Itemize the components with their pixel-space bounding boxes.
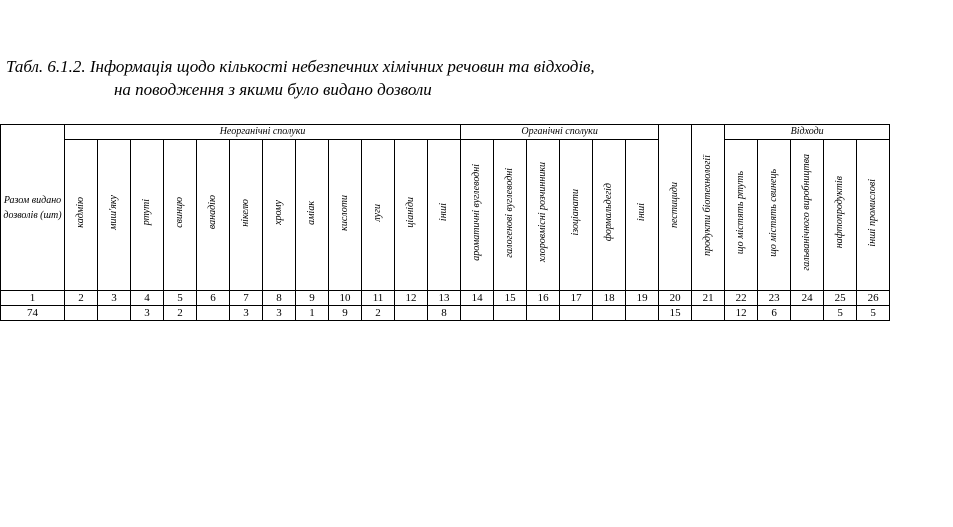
value-cell	[692, 306, 725, 321]
col-header: інші промислові	[857, 140, 890, 291]
col-header: нікелю	[230, 140, 263, 291]
value-cell: 3	[131, 306, 164, 321]
col-header: ртуті	[131, 140, 164, 291]
col-header: інші	[626, 140, 659, 291]
col-header: кадмію	[65, 140, 98, 291]
value-cell: 5	[857, 306, 890, 321]
value-cell: 3	[263, 306, 296, 321]
col-number: 19	[626, 291, 659, 306]
value-cell	[593, 306, 626, 321]
value-cell	[98, 306, 131, 321]
col-number: 4	[131, 291, 164, 306]
value-cell: 6	[758, 306, 791, 321]
value-cell: 1	[296, 306, 329, 321]
values-row	[1, 306, 890, 321]
col-header: кислоти	[329, 140, 362, 291]
col-number: 10	[329, 291, 362, 306]
col-number: 26	[857, 291, 890, 306]
col-header: хрому	[263, 140, 296, 291]
permits-table	[0, 124, 890, 321]
col-number: 24	[791, 291, 824, 306]
value-cell	[494, 306, 527, 321]
value-cell	[626, 306, 659, 321]
col-header: інші	[428, 140, 461, 291]
value-cell: 9	[329, 306, 362, 321]
col-number: 15	[494, 291, 527, 306]
value-cell: 15	[659, 306, 692, 321]
value-cell	[791, 306, 824, 321]
col-number: 20	[659, 291, 692, 306]
col-number: 9	[296, 291, 329, 306]
col-header: луги	[362, 140, 395, 291]
col-header: ціаніди	[395, 140, 428, 291]
col-number: 7	[230, 291, 263, 306]
value-cell: 74	[1, 306, 65, 321]
header-waste: Відходи	[725, 125, 890, 140]
header-pesticides: пестициди	[659, 125, 692, 291]
col-number: 3	[98, 291, 131, 306]
value-cell	[461, 306, 494, 321]
col-number: 6	[197, 291, 230, 306]
col-number: 8	[263, 291, 296, 306]
col-number: 1	[1, 291, 65, 306]
col-header: ванадію	[197, 140, 230, 291]
col-number: 25	[824, 291, 857, 306]
col-number: 5	[164, 291, 197, 306]
value-cell: 2	[164, 306, 197, 321]
col-number: 18	[593, 291, 626, 306]
col-number: 14	[461, 291, 494, 306]
col-header: нафтопродуктів	[824, 140, 857, 291]
table-title-line-1: Табл. 6.1.2. Інформація щодо кількості небезпечних хімічних речовин та відходів,	[6, 57, 595, 76]
col-header: миш'яку	[98, 140, 131, 291]
col-header: ароматичні вуглеводні	[461, 140, 494, 291]
column-header-row	[1, 140, 890, 291]
col-number: 12	[395, 291, 428, 306]
value-cell	[395, 306, 428, 321]
column-number-row	[1, 291, 890, 306]
col-header: хлоровмісні розчинники	[527, 140, 560, 291]
header-organic: Органічні сполуки	[461, 125, 659, 140]
col-header: галогенові вуглеводні	[494, 140, 527, 291]
col-number: 2	[65, 291, 98, 306]
value-cell: 8	[428, 306, 461, 321]
table-title	[6, 55, 595, 101]
value-cell: 12	[725, 306, 758, 321]
value-cell: 5	[824, 306, 857, 321]
group-header-row	[1, 125, 890, 140]
value-cell: 3	[230, 306, 263, 321]
col-number: 17	[560, 291, 593, 306]
header-razom: Разом видано дозволів (шт)	[1, 125, 65, 291]
value-cell	[197, 306, 230, 321]
value-cell	[527, 306, 560, 321]
col-number: 16	[527, 291, 560, 306]
col-header: гальванічного виробництва	[791, 140, 824, 291]
value-cell: 2	[362, 306, 395, 321]
col-header: свинцю	[164, 140, 197, 291]
table-title-line-2: на поводження з якими було видано дозволи	[114, 80, 432, 99]
header-inorganic: Неорганічні сполуки	[65, 125, 461, 140]
col-header: ізоціанати	[560, 140, 593, 291]
header-biotech: продукти біотехнології	[692, 125, 725, 291]
col-number: 23	[758, 291, 791, 306]
col-header: що містять ртуть	[725, 140, 758, 291]
value-cell	[65, 306, 98, 321]
col-number: 21	[692, 291, 725, 306]
col-header: аміак	[296, 140, 329, 291]
col-number: 11	[362, 291, 395, 306]
col-number: 22	[725, 291, 758, 306]
col-header: формальдегід	[593, 140, 626, 291]
value-cell	[560, 306, 593, 321]
col-header: що містять свинець	[758, 140, 791, 291]
col-number: 13	[428, 291, 461, 306]
